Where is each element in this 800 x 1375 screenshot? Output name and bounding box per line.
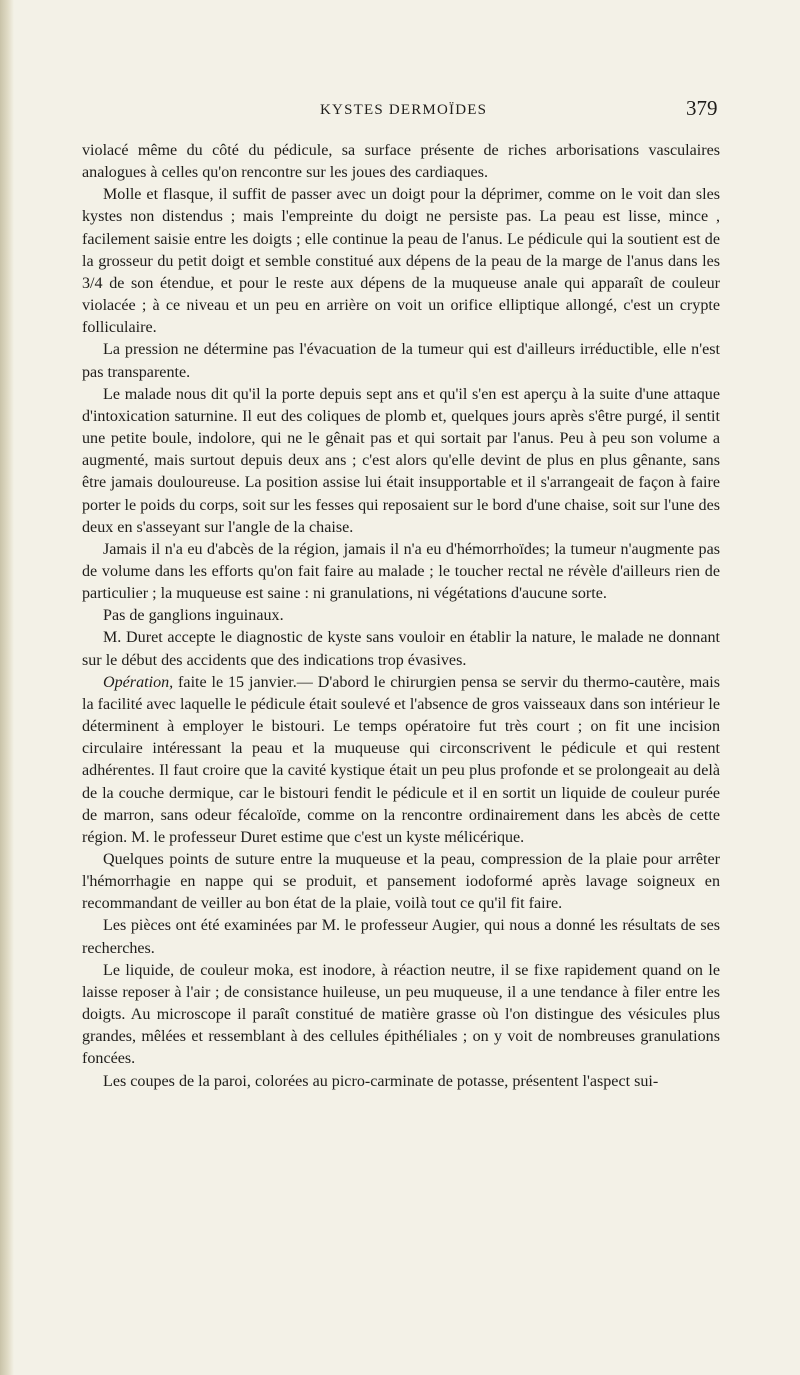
paragraph-text: Les coupes de la paroi, colorées au picro-carminate de potasse, présentent l'aspect sui- [103,1072,659,1090]
paragraph [82,339,720,383]
paragraph-text: Jamais il n'a eu d'abcès de la région, jamais il n'a eu d'hémorrhoïdes; la tumeur n'augmente pas de volume dans les efforts qu'on fait faire au malade ; le toucher rectal ne révèle d'ailleurs rien de particulier ; la muqueuse est saine : ni granulations, ni végétations d'aucune sorte. [82,540,720,603]
paragraph [82,184,720,339]
paragraph [82,140,720,184]
binding-edge [0,0,14,1375]
paragraph-text: faite le 15 janvier.— D'abord le chirurgien pensa se servir du thermo-cautère, mais la facilité avec laquelle le pédicule était soulevé et l'absence de gros vaisseaux dans son intérieur le déterminent à employer le bistouri. Le temps opératoire fut très court ; on fit une incision circulaire intéressant la peau et la muqueuse qui circonscrivent le pédicule et qui restent adhérentes. Il faut croire que la cavité kystique était un peu plus profonde et se prolongeait au delà de la couche dermique, car le bistouri fendit le pédicule et il en sortit un liquide de couleur purée de marron, sans odeur fécaloïde, comme on la rencontre ordinairement dans les abcès de cette région. M. le professeur Duret estime que c'est un kyste mélicérique. [82,673,720,846]
paragraph-text: Le liquide, de couleur moka, est inodore, à réaction neutre, il se fixe rapidement quand on le laisse reposer à l'air ; de consistance huileuse, un peu muqueuse, il a une tendance à filer entre les doigts. Au microscope il paraît constitué de matière grasse où l'on distingue des vésicules plus grandes, mêlées et ressemblant à des cellules épithéliales ; on y voit de nombreuses granulations foncées. [82,961,720,1068]
body-text [82,140,720,1093]
paragraph-text: Quelques points de suture entre la muqueuse et la peau, compression de la plaie pour arrêter l'hémorrhagie en nappe qui se produit, et pansement iodoformé après lavage soigneux en recommandant de veiller au bon état de la plaie, voilà tout ce qu'il fit faire. [82,851,720,913]
paragraph [82,849,720,915]
paragraph [82,539,720,605]
page-number: 379 [686,96,718,120]
paragraph [82,1071,720,1093]
paragraph-text: violacé même du côté du pédicule, sa surface présente de riches arborisations vasculaires analogues à celles qu'on rencontre sur les joues des cardiaques. [82,142,720,182]
paragraph [82,672,720,849]
paragraph [82,915,720,959]
paragraph-lead: Opération, [103,673,174,691]
paragraph-text: La pression ne détermine pas l'évacuation de la tumeur qui est d'ailleurs irréductible, elle n'est pas transparente. [82,341,720,381]
paragraph-text: Pas de ganglions inguinaux. [103,607,284,625]
running-title: KYSTES DERMOÏDES [320,102,488,118]
paragraph [82,384,720,539]
paragraph [82,627,720,671]
paragraph [82,605,720,627]
paragraph-text: Les pièces ont été examinées par M. le professeur Augier, qui nous a donné les résultats de ses recherches. [82,917,720,957]
running-head [0,94,800,124]
paragraph-text: Molle et flasque, il suffit de passer avec un doigt pour la déprimer, comme on le voit dan sles kystes non distendus ; mais l'empreinte du doigt ne persiste pas. La peau est lisse, mince , facilement saisie entre les doigts ; elle continue la peau de l'anus. Le pédicule qui la soutient est de la grosseur du petit doigt et semble constitué aux dépens de la peau de la marge de l'anus dans les 3/4 de son étendue, et pour le reste aux dépens de la muqueuse anale qui apparaît de couleur violacée ; à ce niveau et un peu en arrière on voit un orifice elliptique allongé, c'est un crypte folliculaire. [82,186,720,337]
paragraph-text: Le malade nous dit qu'il la porte depuis sept ans et qu'il s'en est aperçu à la suite d'une attaque d'intoxication saturnine. Il eut des coliques de plomb et, quelques jours après s'être purgé, il sentit une petite boule, indolore, qui ne le gênait pas et qui sortait par l'anus. Peu à peu son volume a augmenté, mais surtout depuis deux ans ; c'est alors qu'elle devint de plus en plus gênante, sans être jamais douloureuse. La position assise lui était insupportable et il s'arrangeait de façon à faire porter le poids du corps, soit sur les fesses qui reposaient sur le bord d'une chaise, soit sur l'une des deux en s'asseyant sur l'angle de la chaise. [82,385,720,536]
paragraph [82,960,720,1071]
paragraph-text: M. Duret accepte le diagnostic de kyste sans vouloir en établir la nature, le malade ne donnant sur le début des accidents que des indications trop évasives. [82,629,720,669]
